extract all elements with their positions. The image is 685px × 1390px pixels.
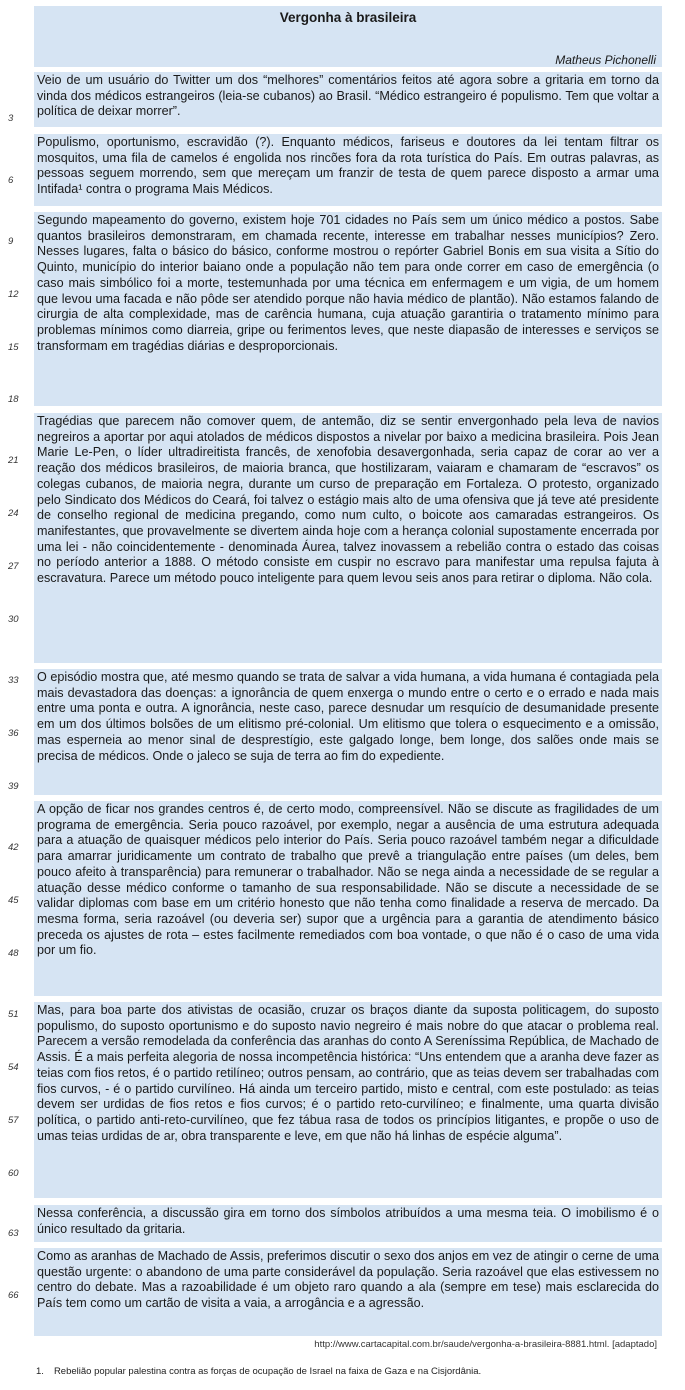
line-number: 30	[8, 614, 19, 625]
line-number: 27	[8, 561, 19, 572]
source-reference: http://www.cartacapital.com.br/saude/vergonha-a-brasileira-8881.html. [adaptado]	[314, 1339, 657, 1350]
line-number: 12	[8, 289, 19, 300]
line-number: 63	[8, 1228, 19, 1239]
line-number: 57	[8, 1115, 19, 1126]
article-title: Vergonha à brasileira	[279, 10, 417, 25]
article-author: Matheus Pichonelli	[555, 53, 656, 67]
line-number: 24	[8, 508, 19, 519]
line-number: 51	[8, 1009, 19, 1020]
paragraph-2: Populismo, oportunismo, escravidão (?). Enquanto médicos, fariseus e doutores da lei tentam filtrar os mosquitos, uma fila de camelos é engolida nos rincões fora da rota turística do País. Em outras palavras, as pessoas seguem morrendo, sem que mereçam um franzir de testa de quem parece disposto a armar uma Intifada¹ contra o programa Mais Médicos.	[34, 134, 662, 206]
line-number: 45	[8, 895, 19, 906]
line-number: 21	[8, 455, 19, 466]
paragraph-9: Como as aranhas de Machado de Assis, preferimos discutir o sexo dos anjos em vez de atingir o cerne de uma questão urgente: o abandono de uma parte considerável da população. Seria razoável que elas estivessem no centro do debate. Mas a razoabilidade é um objeto raro quando a ala (sempre em tese) mais esclarecida do País tem como um cartão de visita a vaia, a arrogância e a agressão.	[34, 1248, 662, 1336]
line-number: 3	[8, 113, 14, 124]
line-number: 6	[8, 175, 14, 186]
line-number: 42	[8, 842, 19, 853]
footnote-number: 1.	[36, 1366, 44, 1377]
line-number: 18	[8, 394, 19, 405]
article-header	[34, 6, 662, 67]
line-number: 66	[8, 1290, 19, 1301]
paragraph-1: Veio de um usuário do Twitter um dos “melhores” comentários feitos até agora sobre a gritaria em torno da vinda dos médicos estrangeiros (leia-se cubanos) ao Brasil. “Médico estrangeiro é populismo. Tem que voltar a política de deixar morrer”.	[34, 72, 662, 127]
line-number: 9	[8, 236, 14, 247]
paragraph-3: Segundo mapeamento do governo, existem hoje 701 cidades no País sem um único médico a postos. Sabe quantos brasileiros demonstraram, em chamada recente, interesse em trabalhar nesses municípios? Zero. Nesses lugares, falta o básico do básico, conforme mostrou o repórter Gabriel Bonis em sua visita a Sítio do Quinto, município do interior baiano onde a população não tem para onde correr em caso de emergência (o caso mais simbólico foi a morte, testemunhada por uma técnica em enfermagem e um vigia, de um homem que levou uma facada e não pôde ser atendido porque não havia médico de plantão). Não estamos falando de cirurgia de alta complexidade, mas de carência humana, cuja atuação garantiria o tratamento mínimo para problemas mínimos como diarreia, gripe ou ferimentos leves, que neste diapasão de interesses e serviços se transformam em tragédias diárias e desproporcionais.	[34, 212, 662, 406]
line-number: 54	[8, 1062, 19, 1073]
footnote-text: Rebelião popular palestina contra as forças de ocupação de Israel na faixa de Gaza e na Cisjordânia.	[53, 1366, 482, 1377]
paragraph-4: Tragédias que parecem não comover quem, de antemão, diz se sentir envergonhado pela leva de navios negreiros a aportar por aqui atolados de médicos dispostos a nivelar por baixo a medicina brasileira. Pois Jean Marie Le-Pen, o líder ultradireitista francês, de xenofobia desavergonhada, seria capaz de corar ao ver a reação dos médicos brasileiros, de maioria branca, que hostilizaram, vaiaram e chamaram de “escravos” os colegas cubanos, de maioria negra, durante um curso de preparação em Fortaleza. O protesto, organizado pelo Sindicato dos Médicos do Ceará, foi talvez o estágio mais alto de uma ofensiva que já teve até presidente de conselho regional de medicina pregando, como num culto, o boicote aos camaradas estrangeiros. Os manifestantes, que provavelmente se divertem ainda hoje com a herança colonial supostamente encerrada por uma lei - não coincidentemente - denominada Áurea, talvez inovassem a rebelião contra o estado das coisas no período anterior a 1888. O método consiste em cuspir no escravo para manifestar uma repulsa fajuta à escravatura. Parece um método pouco inteligente para quem levou seis anos para retirar o diploma. Não cola.	[34, 413, 662, 663]
line-number: 39	[8, 781, 19, 792]
paragraph-6: A opção de ficar nos grandes centros é, de certo modo, compreensível. Não se discute as fragilidades de um programa de emergência. Seria pouco razoável, por exemplo, negar a ausência de uma estrutura adequada para a atuação de quaisquer médicos pelo interior do País. Seria pouco razoável também negar a dificuldade para amarrar juridicamente um contrato de trabalho que prevê a triangulação entre países (um deles, bem pouco afeito à transparência) para remunerar o trabalhador. Não se nega ainda a necessidade de se regular a atuação desse médico conforme o tamanho de sua responsabilidade. Não se discute a necessidade de se validar diplomas com base em um critério honesto que não tenha como finalidade a reserva de mercado. Da mesma forma, seria razoável (ou deveria ser) supor que a urgência para a garantia de atendimento básico preceda os ajustes de rota – estes facilmente remediados com boa vontade, o que não é o caso de uma vida por um fio.	[34, 801, 662, 996]
paragraph-5: O episódio mostra que, até mesmo quando se trata de salvar a vida humana, a vida humana é contagiada pela mais devastadora das doenças: a ignorância de quem enxerga o mundo entre o certo e o errado e nada mais entre uma ponta e outra. A ignorância, neste caso, parece desnudar um resquício de desumanidade presente em um dos últimos bolsões de um elitismo pré-colonial. Um elitismo que tolera o esquecimento e a omissão, mas esperneia ao menor sinal de desprestígio, este galgado longe, bem longe, dos salões onde mais se precisa de médicos. Onde o jaleco se suja de terra ao fim do expediente.	[34, 669, 662, 795]
paragraph-8: Nessa conferência, a discussão gira em torno dos símbolos atribuídos a uma mesma teia. O imobilismo é o único resultado da gritaria.	[34, 1205, 662, 1242]
line-number: 48	[8, 948, 19, 959]
line-number: 36	[8, 728, 19, 739]
paragraph-7: Mas, para boa parte dos ativistas de ocasião, cruzar os braços diante da suposta politicagem, do suposto populismo, do suposto oportunismo e do suposto navio negreiro é mais nobre do que atacar o problema real. Parecem a versão remodelada da conferência das aranhas do conto A Sereníssima República, de Machado de Assis. É a mais perfeita alegoria de nossa incompetência histórica: “Uns entendem que a aranha deve fazer as teias com fios retos, é o partido retilíneo; outros pensam, ao contrário, que as teias devem ser trabalhadas com fios curvos, - é o partido curvilíneo. Há ainda um terceiro partido, misto e central, com este postulado: as teias devem ser urdidas de fios retos e fios curvos; é o partido reto-curvilíneo; e finalmente, uma quarta divisão política, o partido anti-reto-curvilíneo, que fez tábua rasa de todos os princípios litigantes, e propõe o uso de umas teias urdidas de ar, obra transparente e leve, em que não há linhas de espécie alguma”.	[34, 1002, 662, 1198]
line-number: 60	[8, 1168, 19, 1179]
footnote	[36, 1366, 481, 1377]
line-number: 15	[8, 342, 19, 353]
line-number: 33	[8, 675, 19, 686]
